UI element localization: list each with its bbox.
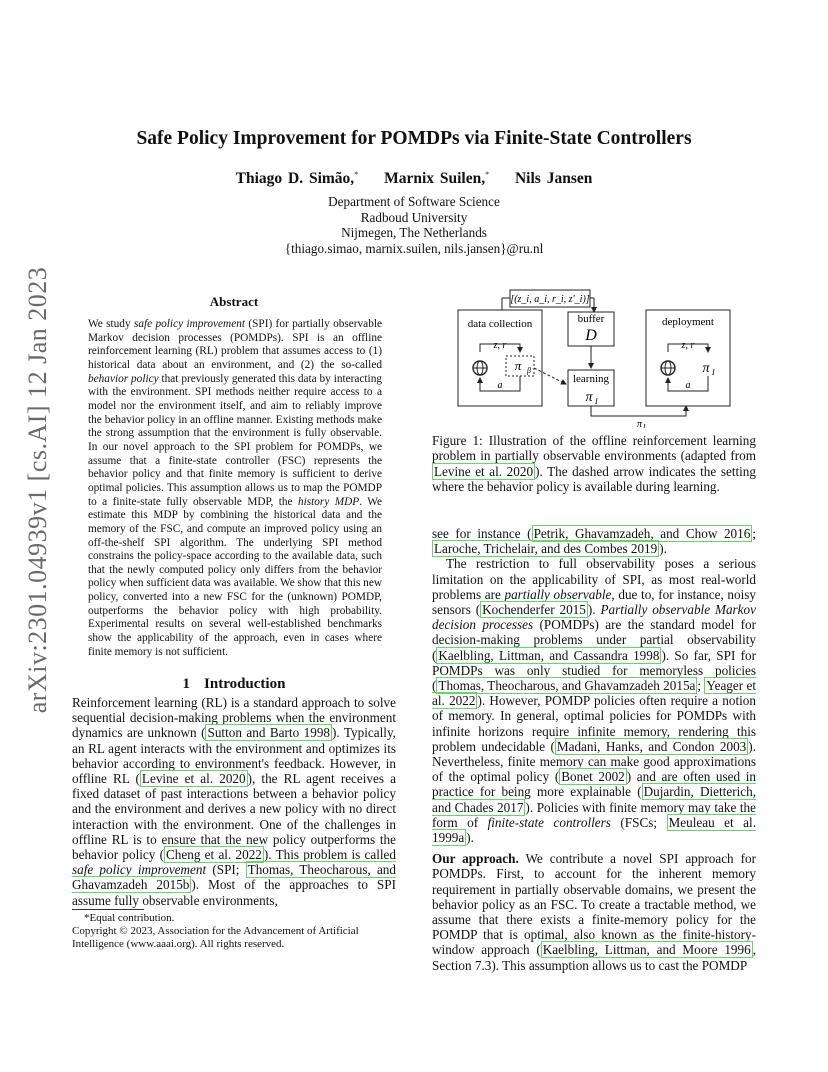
citation-link[interactable]: Levine et al. 2020 <box>141 771 246 787</box>
citation-link[interactable]: Thomas, Theocharous, and Ghavamzadeh 2015b <box>72 862 396 893</box>
citation-link[interactable]: Bonet 2002 <box>561 769 625 785</box>
svg-text:β: β <box>527 366 531 375</box>
figure-diagram <box>432 288 756 428</box>
citation-link[interactable]: Kochenderfer 2015 <box>482 602 586 618</box>
arxiv-stamp <box>18 266 58 714</box>
footnote: *Equal contribution. Copyright © 2023, Association for the Advancement of Artificial Intelligence (www.aaai.org). All rights reserved. <box>72 912 359 950</box>
obs-reward-label: z, r <box>493 340 507 351</box>
pi-beta: π <box>514 358 522 373</box>
citation-link[interactable]: Meuleau et al. 1999a <box>432 814 756 846</box>
intro-paragraph: Reinforcement learning (RL) is a standard approach to solve sequential decision-making problems when the environment dynamics are unknown ( Sutton and Barto 1998 ). Typically, an RL agent interacts with the environment and optimizes its behavior according to environment's feedback. However, in offline RL ( Levine et al. 2020 ), the RL agent receives a fixed dataset of past interactions between a behavior policy and the environment and derives a new policy with no direct interaction with the environment. One of the challenges in offline RL is to ensure that the new policy outperforms the behavior policy ( Cheng et al. 2022 ). This problem is called safe policy improvement (SPI; Thomas, Theocharous, and Ghavamzadeh 2015b ). Most of the approaches to SPI assume fully observable environments, <box>72 695 397 908</box>
deployment-label: deployment <box>662 316 714 328</box>
tuple-label: [(z_i, a_i, r_i, z'_i)] <box>510 294 590 305</box>
pi-i: π <box>585 390 593 405</box>
svg-text:π: π <box>702 361 710 376</box>
author: Nils Jansen <box>514 170 593 188</box>
figure-caption: Figure 1: Illustration of the offline reinforcement learning problem in partially observable environments (adapted from Levine et al. 2020 ). The dashed arrow indicates the setting where the behavior policy is available during learning. <box>432 433 756 495</box>
action-label: a <box>497 380 503 391</box>
citation-link[interactable]: Kaelbling, Littman, and Cassandra 1998 <box>438 647 660 663</box>
citation-link[interactable]: Yeager et al. 2022 <box>432 678 756 709</box>
affiliation: Department of Software Science Radboud University Nijmegen, The Netherlands {thiago.simao, marnix.suilen, nils.jansen}@ru.nl <box>284 194 544 256</box>
learning-label: learning <box>572 373 610 385</box>
arxiv-id: arXiv:2301.04939v1 [cs.AI] 12 Jan 2023 <box>23 266 52 714</box>
citation-link[interactable]: Kaelbling, Littman, and Moore 1996 <box>542 942 751 958</box>
paragraph: see for instance ( Petrik, Ghavamzadeh, and Chow 2016 ; Laroche, Trichelair, and des Combes 2019 ). <box>432 526 756 557</box>
citation-link[interactable]: Sutton and Barto 1998 <box>207 725 331 741</box>
footnote-rule <box>72 909 144 910</box>
paper-title: Safe Policy Improvement for POMDPs via Finite-State Controllers <box>136 128 692 149</box>
citation-link[interactable]: Cheng et al. 2022 <box>166 847 262 863</box>
author: Thiago D. Simão,* <box>235 170 359 188</box>
citation-link[interactable]: Levine et al. 2020 <box>434 463 534 479</box>
svg-text:a: a <box>685 380 691 391</box>
globe-icon <box>661 361 675 375</box>
svg-text:I: I <box>712 368 715 377</box>
right-column <box>432 526 756 973</box>
svg-text:I: I <box>595 397 598 406</box>
citation-link[interactable]: Petrik, Ghavamzadeh, and Chow 2016 <box>533 526 751 541</box>
data-collection-label: data collection <box>467 318 533 330</box>
paragraph: The restriction to full observability poses a serious limitation on the applicability of SPI, as most real-world problems are partially observable, due to, for instance, noisy sensors ( Kochenderfer 2015 ). Partially observable Markov decision processes (POMDPs) are the standard model for decision-making problems under partial observability ( Kaelbling, Littman, and Cassandra 1998 ). So far, SPI for POMDPs was only studied for memoryless policies ( Thomas, Theocharous, and Ghavamzadeh 2015a ; Yeager et al. 2022 ). However, POMDP policies often require a notion of memory. In general, optimal policies for POMDPs with infinite horizons require infinite memory, rendering this problem undecidable ( Madani, Hanks, and Condon 2003 ). Nevertheless, finite memory can make good approximations of the optimal policy ( Bonet 2002 ) and are often used in practice for being more explainable ( Dujardin, Dietterich, and Chades 2017 ). Policies with finite memory may take the form of finite-state controllers (FSCs; Meuleau et al. 1999a ). <box>432 556 756 846</box>
globe-icon <box>473 361 487 375</box>
abstract-heading: Abstract <box>209 294 259 309</box>
citation-link[interactable]: Laroche, Trichelair, and des Combes 2019 <box>434 541 658 557</box>
citation-link[interactable]: Thomas, Theocharous, and Ghavamzadeh 2015a <box>438 678 696 694</box>
author-list <box>0 170 828 188</box>
paragraph: Our approach. We contribute a novel SPI approach for POMDPs. First, to account for the inherent memory requirement in partially observable domains, we present the behavior policy as an FSC. To create a tractable method, we assume that there exists a finite-memory policy for the POMDP that is optimal, also known as the finite-history-window approach ( Kaelbling, Littman, and Moore 1996 , Section 7.3). This assumption allows us to cast the POMDP <box>432 851 756 973</box>
svg-text:z, r: z, r <box>681 340 695 351</box>
svg-text:I: I <box>643 423 646 428</box>
abstract-text: We study safe policy improvement (SPI) for partially observable Markov decision processes (POMDPs). SPI is an offline reinforcement learning (RL) problem that assumes access to (1) historical data about an environment, and (2) the so-called behavior policy that previously generated this data by interacting with the environment. SPI methods neither require access to a model nor the environment itself, and aim to reliably improve the behavior policy in an offline manner. Existing methods make the strong assumption that the environment is fully observable. In our novel approach to the SPI problem for POMDPs, we assume that a finite-state controller (FSC) represents the behavior policy and that finite memory is sufficient to derive optimal policies. This assumption allows us to map the POMDP to a finite-state fully observable MDP, the history MDP. We estimate this MDP by combining the historical data and the memory of the FSC, and compute an improved policy using an off-the-shelf SPI algorithm. The underlying SPI method constrains the policy-space according to the available data, such that the newly computed policy only differs from the behavior policy when sufficient data was available. We show that this new policy, converted into a new FSC for the (unknown) POMDP, outperforms the behavior policy with high probability. Experimental results on several well-established benchmarks show the applicability of the approach, even in cases where finite memory is not sufficient. <box>88 318 382 658</box>
svg-text:π: π <box>637 419 643 428</box>
citation-link[interactable]: Madani, Hanks, and Condon 2003 <box>556 738 747 754</box>
citation-link[interactable]: Dujardin, Dietterich, and Chades 2017 <box>432 784 756 815</box>
buffer-symbol: D <box>585 327 597 344</box>
author: Marnix Suilen,* <box>384 170 490 188</box>
buffer-label: buffer <box>577 313 605 325</box>
section-heading: 1 Introduction <box>182 676 286 692</box>
